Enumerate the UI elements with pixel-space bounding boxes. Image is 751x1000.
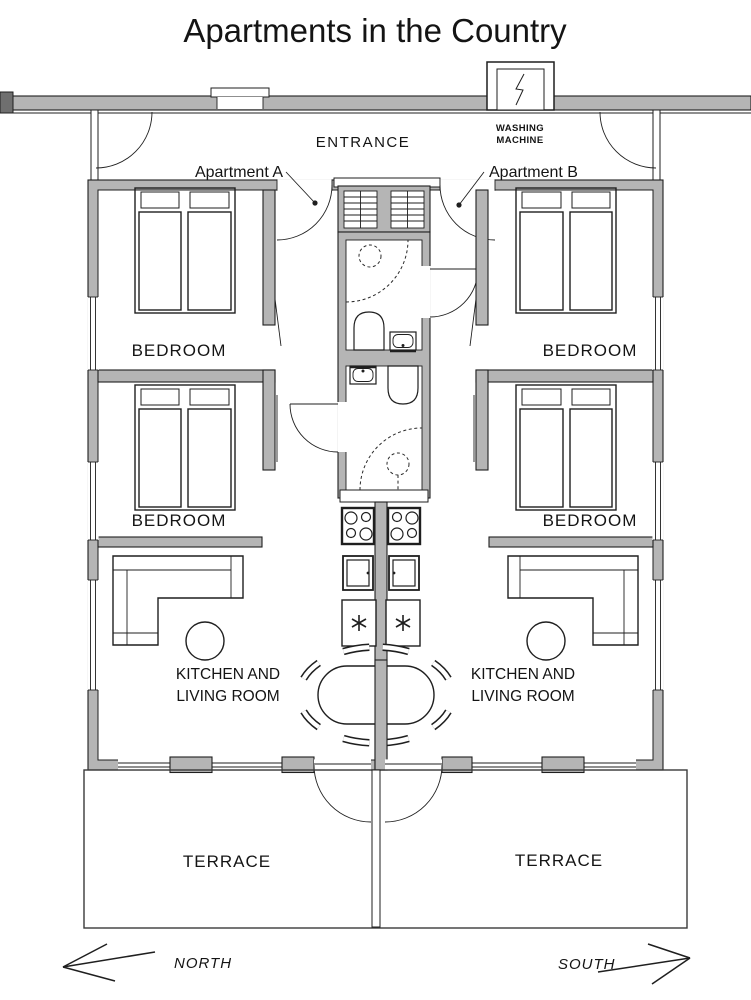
washing-machine-label-2: MACHINE xyxy=(496,135,544,146)
leader-dot-apartment-b xyxy=(456,202,461,207)
bedroom-label-b2: BEDROOM xyxy=(542,511,638,530)
toilet-icon xyxy=(388,366,418,404)
bedroom-label-b1: BEDROOM xyxy=(542,341,638,360)
window xyxy=(118,759,170,770)
kitchen-living-label-b2: LIVING ROOM xyxy=(471,688,575,705)
window xyxy=(652,462,663,540)
refrigerator-icon xyxy=(386,600,420,646)
entrance-label: ENTRANCE xyxy=(315,134,411,151)
kitchen-threshold xyxy=(340,490,428,502)
refrigerator-icon xyxy=(342,600,376,646)
north-arrow xyxy=(63,944,155,981)
window xyxy=(584,759,636,770)
gate-door-arc-right xyxy=(600,112,656,168)
window xyxy=(472,759,542,770)
window xyxy=(652,580,663,690)
window xyxy=(212,759,282,770)
sink-icon xyxy=(350,366,376,384)
kitchen-living-label-b1: KITCHEN AND xyxy=(470,666,576,683)
bedroom2-wall xyxy=(263,370,275,470)
page-title: Apartments in the Country xyxy=(183,12,567,49)
window xyxy=(652,297,663,370)
terrace-divider-wall xyxy=(372,770,380,927)
living-room-wall xyxy=(489,537,653,547)
closet-right xyxy=(391,191,424,228)
washing-machine xyxy=(487,62,554,110)
kitchen-apartment-a xyxy=(342,508,376,646)
terrace-label-a: TERRACE xyxy=(182,852,272,871)
window xyxy=(87,462,98,540)
leader-dot-apartment-a xyxy=(312,200,317,205)
kitchen-apartment-b xyxy=(386,508,420,646)
apartment-b-label: Apartment B xyxy=(489,164,578,181)
bedroom1-wall xyxy=(263,190,275,325)
window xyxy=(87,297,98,370)
bedroom2-top-wall xyxy=(476,370,653,382)
washing-machine-label-1: WASHING xyxy=(495,123,545,134)
bedroom2-top-wall xyxy=(98,370,275,382)
apartment-a-label: Apartment A xyxy=(194,164,283,181)
bedroom2-wall xyxy=(476,370,488,470)
stove-icon xyxy=(342,508,374,544)
bedroom1-wall xyxy=(476,190,488,325)
terrace-door-b xyxy=(385,759,442,822)
bedroom-label-a2: BEDROOM xyxy=(131,511,227,530)
north-label: NORTH xyxy=(174,955,233,972)
living-room-wall xyxy=(98,537,262,547)
south-label: SOUTH xyxy=(558,956,616,973)
terrace-label-b: TERRACE xyxy=(514,851,604,870)
hall-closets xyxy=(338,186,430,232)
kitchen-sink-icon xyxy=(343,556,373,590)
fence-end-cap xyxy=(0,92,13,113)
kitchen-living-label-a1: KITCHEN AND xyxy=(175,666,281,683)
bedroom-label-a1: BEDROOM xyxy=(131,341,227,360)
closet-left xyxy=(344,191,377,228)
terrace-door-a xyxy=(314,759,371,822)
sink-icon xyxy=(390,332,416,351)
toilet-icon xyxy=(354,312,384,350)
window xyxy=(87,580,98,690)
fence-gate xyxy=(211,88,269,109)
top-fence-wall xyxy=(0,88,751,113)
kitchen-sink-icon xyxy=(389,556,419,590)
terraces xyxy=(84,770,687,928)
kitchen-living-label-a2: LIVING ROOM xyxy=(176,688,280,705)
center-wall-through-table xyxy=(375,660,387,770)
gate-door-arc-left xyxy=(96,112,152,168)
stove-icon xyxy=(388,508,420,544)
